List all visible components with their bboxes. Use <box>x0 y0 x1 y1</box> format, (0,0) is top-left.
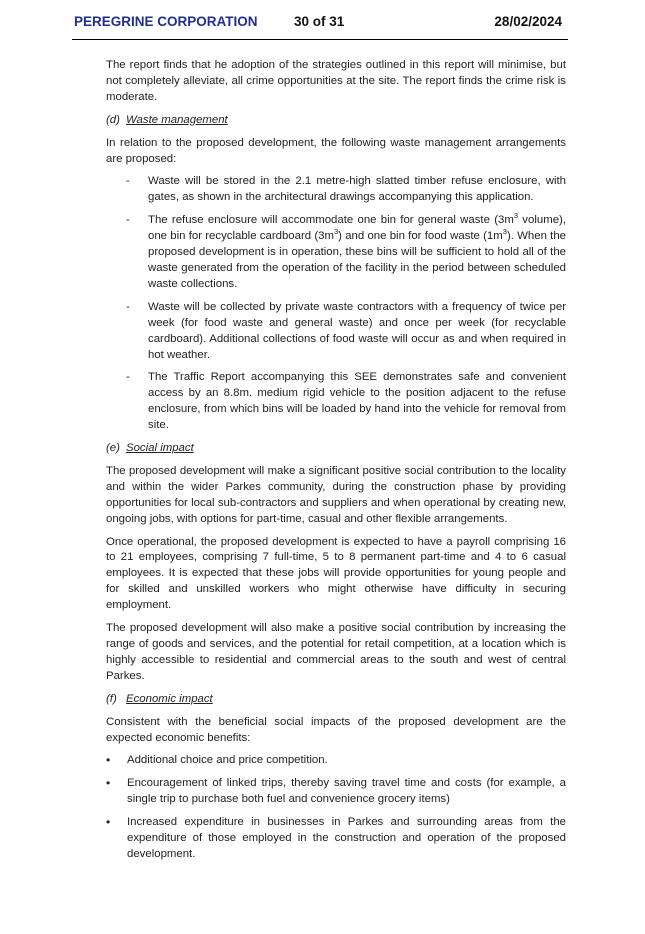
list-item <box>106 370 566 434</box>
company-name: PEREGRINE CORPORATION <box>74 14 258 29</box>
list-item <box>106 174 566 206</box>
section-title: Social impact <box>126 442 194 455</box>
social-paragraph: Once operational, the proposed development is expected to have a payroll comprising 16 to 21 employees, comprising 7 full-time, 5 to 8 permanent part-time and 4 to 6 casual employees. It is expected that these jobs will provide opportunities for young people and for skilled and unskilled workers who might otherwise have difficulty in securing employment. <box>106 535 566 612</box>
economic-lead-paragraph: Consistent with the beneficial social impacts of the proposed development are the expected economic benefits: <box>106 715 566 744</box>
dash-marker: - <box>126 214 130 227</box>
section-letter: (f) <box>106 692 117 705</box>
section-title: Economic impact <box>126 692 213 705</box>
list-item-text: The Traffic Report accompanying this SEE demonstrates safe and convenient access by an 8.8m. medium rigid vehicle to the position adjacent to the refuse enclosure, from which bins will be loaded by hand into the vehicle for removal from site. <box>148 371 566 432</box>
document-date: 28/02/2024 <box>494 14 562 29</box>
list-item-text: Encouragement of linked trips, thereby saving travel time and costs (for example, a single trip to purchase both fuel and convenience grocery items) <box>127 777 566 806</box>
dash-marker: - <box>126 300 130 313</box>
waste-lead-paragraph: In relation to the proposed development, the following waste management arrangements are proposed: <box>106 136 566 165</box>
list-item <box>106 815 566 863</box>
economic-list <box>106 753 566 862</box>
section-letter: (e) <box>106 442 120 455</box>
bullet-marker: • <box>106 753 111 768</box>
list-item-text: Additional choice and price competition. <box>127 754 328 767</box>
list-item <box>106 776 566 808</box>
list-item-text: The refuse enclosure will accommodate one bin for general waste ($3m^3$ volume), one bin for recyclable cardboard $(3m^3)$ and one bin for food waste $(1m^3)$. When the proposed development is in operation, these bins will be sufficient to hold all of the waste generated from the operation of the facility in the period between scheduled waste collections. <box>148 211 566 290</box>
section-heading-economic <box>106 692 566 708</box>
intro-paragraph: The report finds that he adoption of the strategies outlined in this report will minimise, but not completely alleviate, all crime opportunities at the site. The report finds the crime risk is moderate. <box>106 59 566 103</box>
section-title: Waste management <box>126 113 228 126</box>
waste-list <box>106 174 566 434</box>
list-item-text: Increased expenditure in businesses in Parkes and surrounding areas from the expenditure of those employed in the construction and operation of the proposed development. <box>127 816 566 860</box>
list-item <box>106 753 566 769</box>
list-item <box>106 213 566 293</box>
section-heading-social <box>106 441 566 457</box>
list-item-text: Waste will be stored in the 2.1 metre-high slatted timber refuse enclosure, with gates, as shown in the architectural drawings accompanying this application. <box>148 175 566 204</box>
social-paragraph: The proposed development will also make a positive social contribution by increasing the range of goods and services, and the potential for retail competition, at a location which is highly accessible to residential and commercial areas to the south and west of central Parkes. <box>106 622 566 682</box>
page-header <box>72 12 572 34</box>
bullet-marker: • <box>106 776 111 791</box>
section-heading-waste <box>106 113 566 129</box>
dash-marker: - <box>126 371 130 384</box>
document-body <box>106 58 566 870</box>
social-paragraph: The proposed development will make a significant positive social contribution to the locality and within the wider Parkes community, during the construction phase by providing opportunities for local sub-contractors and suppliers and when operational by creating new, ongoing jobs, with options for part-time, casual and other flexible arrangements. <box>106 464 566 525</box>
section-letter: (d) <box>106 113 120 126</box>
list-item <box>106 300 566 364</box>
list-item-text: Waste will be collected by private waste contractors with a frequency of twice per week (for food waste and general waste) and once per week (for recyclable cardboard). Additional collections of food waste will occur as and when required in hot weather. <box>148 300 566 361</box>
header-rule <box>72 39 568 40</box>
bullet-marker: • <box>106 815 111 830</box>
page-number: 30 of 31 <box>294 14 345 29</box>
dash-marker: - <box>126 175 130 188</box>
